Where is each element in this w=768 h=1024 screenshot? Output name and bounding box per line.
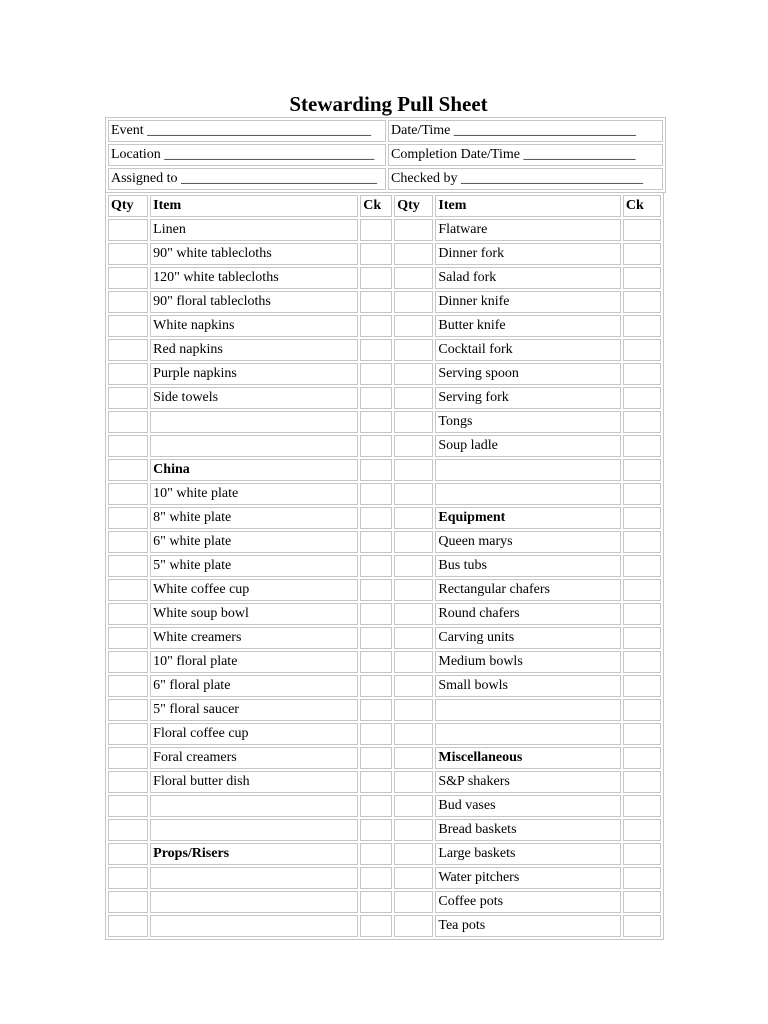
qty-cell[interactable] [394, 651, 433, 673]
check-cell[interactable] [623, 291, 661, 313]
item-cell [150, 435, 358, 457]
qty-cell[interactable] [108, 723, 148, 745]
check-cell[interactable] [623, 651, 661, 673]
item-cell: Bread baskets [435, 819, 620, 841]
item-cell: White coffee cup [150, 579, 358, 601]
table-row [108, 795, 661, 817]
check-cell[interactable] [623, 867, 661, 889]
header-field[interactable]: Date/Time __________________________ [388, 120, 663, 142]
check-cell[interactable] [623, 243, 661, 265]
qty-cell[interactable] [394, 915, 433, 937]
qty-cell[interactable] [108, 483, 148, 505]
item-cell: Floral butter dish [150, 771, 358, 793]
qty-cell[interactable] [394, 411, 433, 433]
check-cell[interactable] [623, 483, 661, 505]
table-row [108, 579, 661, 601]
table-row [108, 699, 661, 721]
item-cell [435, 723, 620, 745]
item-cell: Floral coffee cup [150, 723, 358, 745]
qty-cell[interactable] [108, 891, 148, 913]
table-row [108, 363, 661, 385]
check-cell[interactable] [360, 819, 392, 841]
check-cell[interactable] [360, 219, 392, 241]
table-row [108, 435, 661, 457]
qty-cell[interactable] [108, 747, 148, 769]
table-row [108, 219, 661, 241]
item-column-header: Item [150, 195, 358, 217]
check-cell[interactable] [360, 267, 392, 289]
item-cell: Purple napkins [150, 363, 358, 385]
check-cell[interactable] [360, 411, 392, 433]
qty-cell[interactable] [394, 771, 433, 793]
item-cell: Serving spoon [435, 363, 620, 385]
table-row [108, 915, 661, 937]
check-cell[interactable] [360, 627, 392, 649]
table-row [108, 483, 661, 505]
item-cell: Salad fork [435, 267, 620, 289]
column-header-row [108, 195, 661, 217]
check-cell[interactable] [360, 483, 392, 505]
table-row [108, 867, 661, 889]
item-cell: Dinner fork [435, 243, 620, 265]
item-cell [150, 891, 358, 913]
qty-cell[interactable] [108, 267, 148, 289]
table-row [108, 627, 661, 649]
item-cell [150, 915, 358, 937]
qty-cell[interactable] [394, 891, 433, 913]
item-cell: Small bowls [435, 675, 620, 697]
table-row [108, 339, 661, 361]
qty-cell[interactable] [394, 579, 433, 601]
check-cell[interactable] [360, 843, 392, 865]
qty-cell[interactable] [108, 771, 148, 793]
item-cell: Tea pots [435, 915, 620, 937]
qty-cell[interactable] [108, 867, 148, 889]
qty-cell[interactable] [108, 387, 148, 409]
header-field-row [108, 144, 663, 166]
item-cell: Tongs [435, 411, 620, 433]
qty-cell[interactable] [394, 243, 433, 265]
header-field[interactable]: Assigned to ____________________________ [108, 168, 386, 190]
check-cell[interactable] [360, 291, 392, 313]
check-cell[interactable] [623, 459, 661, 481]
item-cell: China [150, 459, 358, 481]
header-field[interactable]: Location ______________________________ [108, 144, 386, 166]
header-field[interactable]: Event ________________________________ [108, 120, 386, 142]
item-cell: Medium bowls [435, 651, 620, 673]
page-title: Stewarding Pull Sheet [289, 92, 488, 116]
table-row [108, 819, 661, 841]
item-cell: Bus tubs [435, 555, 620, 577]
qty-cell[interactable] [108, 699, 148, 721]
qty-cell[interactable] [394, 291, 433, 313]
item-cell: Round chafers [435, 603, 620, 625]
table-row [108, 771, 661, 793]
qty-cell[interactable] [394, 699, 433, 721]
qty-cell[interactable] [394, 435, 433, 457]
qty-cell[interactable] [394, 627, 433, 649]
check-cell[interactable] [623, 915, 661, 937]
item-cell: S&P shakers [435, 771, 620, 793]
item-cell: Red napkins [150, 339, 358, 361]
item-cell: 5" white plate [150, 555, 358, 577]
qty-cell[interactable] [394, 459, 433, 481]
check-cell[interactable] [360, 915, 392, 937]
item-cell [150, 867, 358, 889]
check-cell[interactable] [623, 267, 661, 289]
header-field[interactable]: Completion Date/Time ________________ [388, 144, 663, 166]
qty-cell[interactable] [394, 483, 433, 505]
check-cell[interactable] [623, 555, 661, 577]
item-cell [435, 459, 620, 481]
item-cell: Props/Risers [150, 843, 358, 865]
item-cell: 6" white plate [150, 531, 358, 553]
item-cell: Butter knife [435, 315, 620, 337]
check-cell[interactable] [623, 579, 661, 601]
table-row [108, 291, 661, 313]
item-cell [150, 819, 358, 841]
qty-cell[interactable] [108, 555, 148, 577]
qty-cell[interactable] [394, 555, 433, 577]
check-cell[interactable] [360, 771, 392, 793]
item-cell: Bud vases [435, 795, 620, 817]
qty-cell[interactable] [394, 387, 433, 409]
item-cell: White soup bowl [150, 603, 358, 625]
check-cell[interactable] [623, 387, 661, 409]
qty-cell[interactable] [394, 843, 433, 865]
qty-cell[interactable] [108, 675, 148, 697]
table-row [108, 531, 661, 553]
table-row [108, 891, 661, 913]
qty-cell[interactable] [108, 243, 148, 265]
check-cell[interactable] [360, 603, 392, 625]
qty-cell[interactable] [394, 267, 433, 289]
item-cell: Cocktail fork [435, 339, 620, 361]
item-cell: Soup ladle [435, 435, 620, 457]
table-row [108, 459, 661, 481]
item-cell: Rectangular chafers [435, 579, 620, 601]
check-cell[interactable] [360, 675, 392, 697]
qty-cell[interactable] [394, 675, 433, 697]
item-cell: 10" floral plate [150, 651, 358, 673]
item-cell: 10" white plate [150, 483, 358, 505]
table-row [108, 243, 661, 265]
qty-cell[interactable] [394, 819, 433, 841]
item-cell: Linen [150, 219, 358, 241]
check-cell[interactable] [360, 651, 392, 673]
qty-cell[interactable] [108, 651, 148, 673]
item-cell: Water pitchers [435, 867, 620, 889]
check-cell[interactable] [623, 531, 661, 553]
qty-cell[interactable] [108, 915, 148, 937]
table-row [108, 507, 661, 529]
check-cell[interactable] [623, 771, 661, 793]
check-cell[interactable] [360, 435, 392, 457]
check-cell[interactable] [623, 315, 661, 337]
item-cell: White napkins [150, 315, 358, 337]
qty-cell[interactable] [108, 459, 148, 481]
table-row [108, 315, 661, 337]
item-cell [150, 795, 358, 817]
item-cell: 120" white tablecloths [150, 267, 358, 289]
check-cell[interactable] [360, 315, 392, 337]
item-cell: 90" floral tablecloths [150, 291, 358, 313]
item-cell: Equipment [435, 507, 620, 529]
qty-cell[interactable] [394, 363, 433, 385]
check-cell[interactable] [623, 819, 661, 841]
item-column-header: Item [435, 195, 620, 217]
check-cell[interactable] [623, 675, 661, 697]
qty-cell[interactable] [108, 219, 148, 241]
item-cell: 8" white plate [150, 507, 358, 529]
qty-cell[interactable] [108, 435, 148, 457]
check-column-header: Ck [360, 195, 392, 217]
item-cell: Carving units [435, 627, 620, 649]
item-cell: Coffee pots [435, 891, 620, 913]
qty-cell[interactable] [108, 531, 148, 553]
check-cell[interactable] [360, 363, 392, 385]
qty-cell[interactable] [108, 507, 148, 529]
qty-cell[interactable] [394, 603, 433, 625]
check-cell[interactable] [623, 747, 661, 769]
item-cell: Flatware [435, 219, 620, 241]
qty-cell[interactable] [394, 795, 433, 817]
item-cell: Side towels [150, 387, 358, 409]
check-cell[interactable] [623, 699, 661, 721]
check-cell[interactable] [360, 339, 392, 361]
table-row [108, 675, 661, 697]
check-cell[interactable] [360, 747, 392, 769]
item-cell [435, 483, 620, 505]
check-cell[interactable] [623, 795, 661, 817]
check-cell[interactable] [623, 363, 661, 385]
item-cell: Queen marys [435, 531, 620, 553]
table-row [108, 267, 661, 289]
header-field[interactable]: Checked by __________________________ [388, 168, 663, 190]
qty-cell[interactable] [394, 339, 433, 361]
qty-cell[interactable] [108, 363, 148, 385]
table-row [108, 555, 661, 577]
table-row [108, 843, 661, 865]
check-column-header: Ck [623, 195, 661, 217]
check-cell[interactable] [623, 627, 661, 649]
check-cell[interactable] [623, 843, 661, 865]
qty-column-header: Qty [108, 195, 148, 217]
item-cell: 6" floral plate [150, 675, 358, 697]
check-cell[interactable] [623, 219, 661, 241]
header-field-row [108, 120, 663, 142]
check-cell[interactable] [360, 507, 392, 529]
check-cell[interactable] [623, 507, 661, 529]
check-cell[interactable] [360, 795, 392, 817]
qty-cell[interactable] [108, 819, 148, 841]
qty-cell[interactable] [394, 747, 433, 769]
qty-cell[interactable] [108, 795, 148, 817]
pull-sheet [105, 91, 664, 940]
qty-column-header: Qty [394, 195, 433, 217]
check-cell[interactable] [623, 411, 661, 433]
item-cell: Serving fork [435, 387, 620, 409]
table-row [108, 723, 661, 745]
check-cell[interactable] [360, 867, 392, 889]
item-cell [435, 699, 620, 721]
check-cell[interactable] [360, 723, 392, 745]
qty-cell[interactable] [394, 531, 433, 553]
check-cell[interactable] [360, 531, 392, 553]
qty-cell[interactable] [394, 315, 433, 337]
item-cell: Miscellaneous [435, 747, 620, 769]
qty-cell[interactable] [108, 291, 148, 313]
qty-cell[interactable] [108, 843, 148, 865]
qty-cell[interactable] [108, 603, 148, 625]
check-cell[interactable] [360, 459, 392, 481]
check-cell[interactable] [623, 891, 661, 913]
items-table [105, 192, 664, 940]
item-cell: Large baskets [435, 843, 620, 865]
header-fields-table [105, 117, 666, 193]
qty-cell[interactable] [108, 411, 148, 433]
check-cell[interactable] [623, 435, 661, 457]
check-cell[interactable] [360, 387, 392, 409]
check-cell[interactable] [623, 339, 661, 361]
check-cell[interactable] [360, 579, 392, 601]
qty-cell[interactable] [108, 339, 148, 361]
qty-cell[interactable] [108, 627, 148, 649]
check-cell[interactable] [360, 891, 392, 913]
qty-cell[interactable] [394, 507, 433, 529]
table-row [108, 651, 661, 673]
table-row [108, 747, 661, 769]
check-cell[interactable] [360, 555, 392, 577]
qty-cell[interactable] [108, 579, 148, 601]
item-cell: 5" floral saucer [150, 699, 358, 721]
table-row [108, 387, 661, 409]
qty-cell[interactable] [394, 867, 433, 889]
item-cell: Dinner knife [435, 291, 620, 313]
item-cell: White creamers [150, 627, 358, 649]
check-cell[interactable] [360, 699, 392, 721]
table-row [108, 411, 661, 433]
qty-cell[interactable] [108, 315, 148, 337]
table-row [108, 603, 661, 625]
header-field-row [108, 168, 663, 190]
check-cell[interactable] [360, 243, 392, 265]
qty-cell[interactable] [394, 219, 433, 241]
item-cell [150, 411, 358, 433]
check-cell[interactable] [623, 723, 661, 745]
item-cell: 90" white tablecloths [150, 243, 358, 265]
item-cell: Foral creamers [150, 747, 358, 769]
qty-cell[interactable] [394, 723, 433, 745]
check-cell[interactable] [623, 603, 661, 625]
